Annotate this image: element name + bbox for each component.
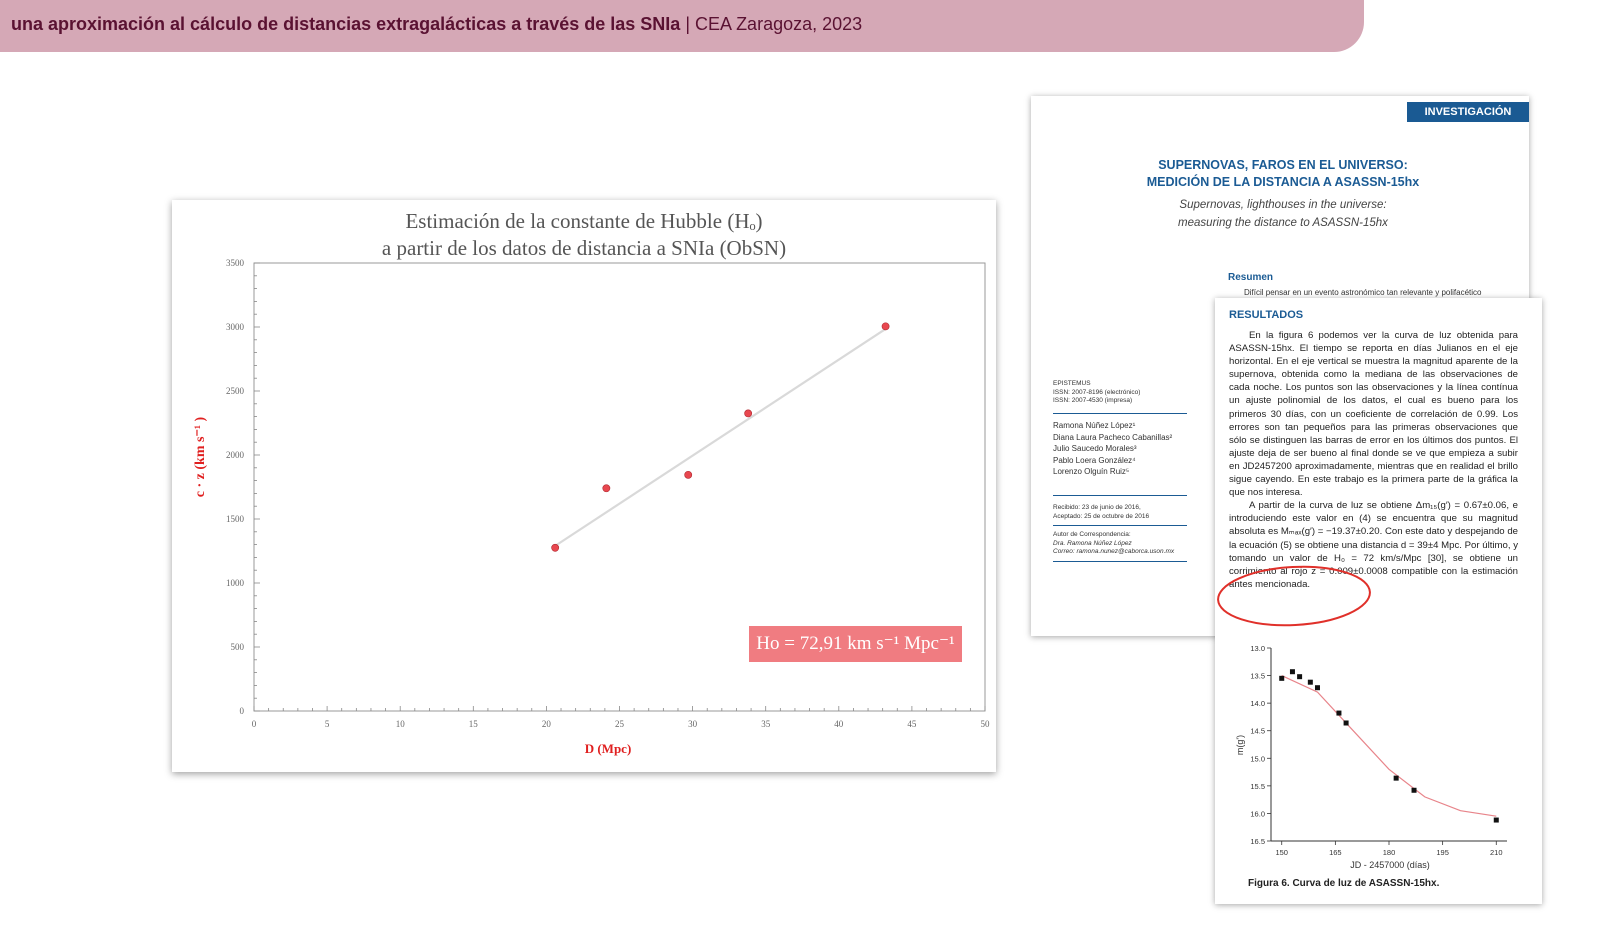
correspondence-label: Autor de Correspondencia: [1053,531,1131,538]
lc-data-point [1308,680,1313,685]
author-item: Diana Laura Pacheco Cabanillas² [1053,432,1173,442]
lc-x-tick-label: 165 [1329,848,1342,857]
paper-subtitle [1031,196,1535,232]
lc-y-tick-label: 15.5 [1250,781,1265,791]
header-separator: | [685,14,691,34]
journal-issn-electronic: ISSN: 2007-8196 (electrónico) [1053,388,1141,396]
lc-fit-curve [1282,676,1497,817]
received-date: Recibido: 23 de junio de 2016, [1053,504,1141,511]
data-point [603,485,610,492]
header-title [11,14,862,35]
lc-y-tick-label: 13.5 [1250,671,1265,681]
x-tick-label: 50 [980,719,990,729]
results-heading: RESULTADOS [1229,309,1304,321]
hubble-constant-annotation: Ho = 72,91 km s⁻¹ Mpc⁻¹ [749,626,962,662]
paper-results-page [1215,298,1542,904]
light-curve-chart [1215,633,1542,873]
lc-data-point [1344,720,1349,725]
author-list [1053,420,1172,478]
header-title-rest: CEA Zaragoza, 2023 [695,14,863,34]
lc-y-tick-label: 13.0 [1250,644,1265,653]
lc-y-tick-label: 15.0 [1250,754,1265,764]
y-tick-label: 500 [230,642,244,652]
resumen-text: Difícil pensar en un evento astronómico tan relevante y polifacético [1244,288,1482,297]
results-paragraph-2: A partir de la curva de luz se obtiene Δm₁₅(g′) = 0.67±0.06, e introduciendo este valor en (4) se encuentra que su magnitud absoluta es Mₘₐₓ(g′) = −19.37±0.20. Con este dato y despejando de la ecuación (5) se obtiene una distancia d = 39±4 Mpc. Por último, y tomando un valor de H₀ = 72 km/s/Mpc [30], se obtiene un corrimiento al rojo z = 0.009±0.0008 compatible con la estimación antes mencionada. [1229,500,1518,590]
correspondence-name: Dra. Ramona Núñez López [1053,539,1132,547]
lc-data-point [1290,669,1295,674]
data-point [882,323,889,330]
paper-subtitle-line1: Supernovas, lighthouses in the universe: [1179,199,1387,211]
fit-line [555,329,885,546]
lc-data-point [1279,676,1284,681]
y-tick-label: 3000 [226,322,244,332]
header-title-bold: una aproximación al cálculo de distancias extragalácticas a través de las SNIa [11,14,681,34]
data-point [745,410,752,417]
x-tick-label: 40 [834,719,844,729]
paper-title-line2: MEDICIÓN DE LA DISTANCIA A ASASSN-15hx [1146,175,1420,189]
lc-y-tick-label: 14.5 [1250,726,1265,736]
paper-subtitle-line2: measuring the distance to ASASSN-15hx [1178,217,1388,229]
meta-divider [1053,561,1187,562]
x-tick-label: 35 [761,719,771,729]
correspondence-email: Correo: ramona.nunez@caborca.uson.mx [1053,548,1175,555]
lc-data-point [1315,685,1320,690]
chart-title-line2: a partir de los datos de distancia a SNIa (ObSN) [381,236,787,260]
data-point [552,544,559,551]
x-tick-label: 20 [541,719,551,729]
results-body [1229,329,1518,591]
author-item: Ramona Núñez López¹ [1053,421,1136,430]
meta-divider [1053,525,1187,526]
lc-data-point [1336,711,1341,716]
x-tick-label: 25 [615,719,624,729]
lc-data-point [1494,818,1499,823]
hubble-chart [172,200,996,772]
lc-x-tick-label: 195 [1436,848,1449,857]
lc-x-tick-label: 210 [1490,848,1503,857]
results-paragraph-1: En la figura 6 podemos ver la curva de luz obtenida para ASASSN-15hx. El tiempo se reporta en días Julianos en el eje horizontal. En el eje vertical se muestra la magnitud aparente de la supernova, obtenida como la mediana de las observaciones de cada noche. Los puntos son las observaciones y la línea contínua un ajuste polinomial de los datos, el cual es bueno para los primeros 30 días, con un coeficiente de correlación de 0.99. Los errores son tan pequeños para las primeras observaciones que sólo se distinguen las barras de error en los últimos dos puntos. El ajuste deja de ser bueno al final donde se ve que empieza a subir en JD2457200 aproximadamente, mientras que en realidad el brillo sigue cayendo. En este trabajo es la primera parte de la gráfica la que nos interesa. [1229,330,1518,499]
author-item: Julio Saucedo Morales³ [1053,444,1137,453]
x-tick-label: 10 [395,719,405,729]
lc-x-tick-label: 180 [1382,848,1396,857]
x-tick-label: 30 [688,719,698,729]
section-badge: INVESTIGACIÓN [1407,102,1529,122]
y-tick-label: 0 [239,706,244,716]
dates-meta [1053,504,1149,521]
paper-title [1031,157,1535,191]
correspondence-meta [1053,531,1174,557]
journal-meta [1053,380,1140,406]
hubble-chart-card [172,200,996,772]
lc-y-tick-label: 16.5 [1250,837,1265,846]
y-tick-label: 2000 [226,450,244,460]
author-item: Lorenzo Olguín Ruiz⁵ [1053,467,1130,476]
lc-x-axis-label: JD - 2457000 (días) [1350,860,1430,870]
y-tick-label: 2500 [226,386,244,396]
lc-y-axis-label: m(g') [1235,734,1245,756]
lc-data-point [1297,674,1302,679]
x-axis-label: D (Mpc) [584,741,632,756]
resumen-heading: Resumen [1228,272,1274,283]
y-axis-label: c · z (km s⁻¹ ) [193,416,208,498]
meta-divider [1053,413,1187,414]
lc-data-point [1394,776,1399,781]
x-tick-label: 5 [324,719,330,729]
journal-name: EPISTEMUS [1053,380,1091,387]
meta-divider [1053,495,1187,496]
lc-y-tick-label: 14.0 [1250,699,1265,709]
accepted-date: Aceptado: 25 de octubre de 2016 [1053,512,1150,520]
author-item: Pablo Loera González⁴ [1053,455,1136,465]
lc-data-point [1412,788,1417,793]
y-tick-label: 1500 [226,514,244,524]
y-tick-label: 1000 [226,578,244,588]
x-tick-label: 45 [907,719,917,729]
journal-issn-print: ISSN: 2007-4530 (impresa) [1053,397,1133,404]
header-bar [0,0,1364,52]
y-tick-label: 3500 [226,258,244,268]
paper-title-line1: SUPERNOVAS, FAROS EN EL UNIVERSO: [1158,158,1408,172]
data-point [685,471,692,478]
chart-title-line1: Estimación de la constante de Hubble (Hₒ) [405,209,763,233]
lc-x-tick-label: 150 [1275,848,1288,857]
lc-y-tick-label: 16.0 [1250,809,1265,819]
x-tick-label: 15 [468,719,478,729]
x-tick-label: 0 [251,719,257,729]
figure-caption: Figura 6. Curva de luz de ASASSN-15hx. [1248,878,1440,889]
